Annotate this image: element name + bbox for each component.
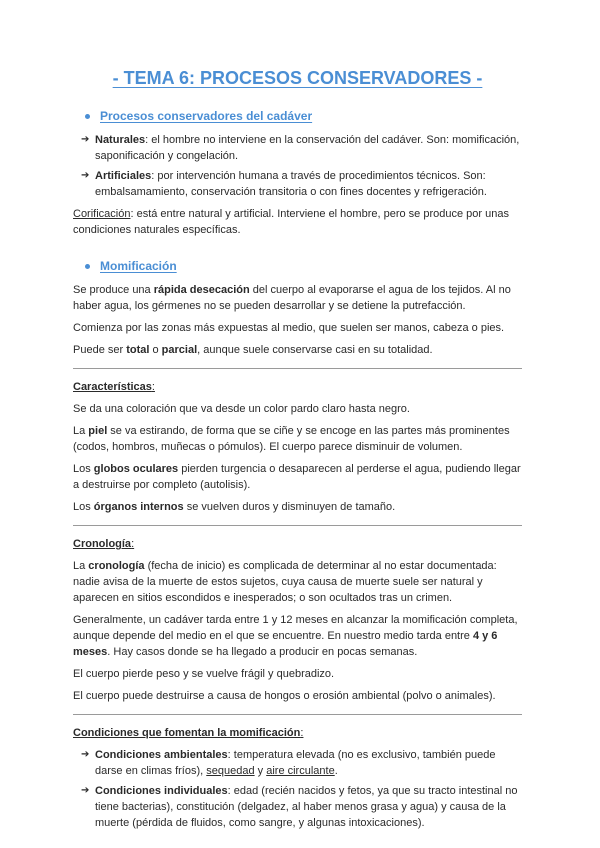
paragraph-cronologia-1: La cronología (fecha de inicio) es complicada de determinar al no estar documentada: nadie avisa de la muerte de estos sujetos, cuya causa de muerte suele ser natural y aparecen en sitios escondidos e inesperados; o son ocultados tras un crimen. — [73, 560, 497, 604]
paragraph-momificacion-2: Comienza por las zonas más expuestas al medio, que suelen ser manos, cabeza o pies. — [73, 322, 505, 334]
bullet-icon — [85, 114, 90, 119]
term-artificiales: Artificiales — [95, 170, 152, 182]
paragraph-caracteristicas-3: Los globos oculares pierden turgencia o desaparecen al perderse el agua, pudiendo llegar a destruirse por completo (autolisis). — [73, 463, 521, 491]
term-corificacion: Corificación — [73, 208, 131, 220]
subheading-caracteristicas: Características: — [73, 381, 155, 393]
procesos-list — [73, 132, 522, 200]
section-title-momificacion: Momificación — [100, 259, 177, 273]
divider — [73, 368, 522, 369]
divider — [73, 714, 522, 715]
paragraph-corificacion: Corificación: está entre natural y artificial. Interviene el hombre, pero se produce por unas condiciones naturales específicas. — [73, 208, 509, 236]
list-item-ambientales: ➔ Condiciones ambientales: temperatura elevada (no es exclusivo, también puede darse en climas fríos), sequedad y aire circulante. — [81, 749, 496, 777]
arrow-right-icon: ➔ — [81, 134, 90, 145]
paragraph-momificacion-3: Puede ser total o parcial, aunque suele conservarse casi en su totalidad. — [73, 344, 433, 356]
section-title-procesos: Procesos conservadores del cadáver — [100, 109, 313, 123]
text-naturales: : el hombre no interviene en la conservación del cadáver. Son: momificación, saponificación y congelación. — [95, 134, 520, 162]
paragraph-caracteristicas-2: La piel se va estirando, de forma que se ciñe y se encoge en las partes más prominentes (codos, hombros, muñecas o pómulos). El cuerpo parece disminuir de volumen. — [73, 425, 510, 453]
list-item-naturales — [81, 132, 522, 164]
page-title: - TEMA 6: PROCESOS CONSERVADORES - — [112, 68, 483, 88]
subheading-cronologia: Cronología: — [73, 538, 135, 550]
subheading-condiciones: Condiciones que fomentan la momificación: — [73, 727, 304, 739]
section-heading-momificacion — [85, 258, 522, 274]
text-artificiales: : por intervención humana a través de procedimientos técnicos. Son: embalsamamiento, conservación transitoria o con fines docentes y refrigeración. — [95, 170, 487, 198]
list-item-artificiales — [81, 168, 522, 200]
paragraph-caracteristicas-4: Los órganos internos se vuelven duros y disminuyen de tamaño. — [73, 501, 396, 513]
paragraph-momificacion-1: Se produce una rápida desecación del cuerpo al evaporarse el agua de los tejidos. Al no haber agua, los gérmenes no se pueden desarrollar y se detiene la putrefacción. — [73, 284, 511, 312]
arrow-right-icon: ➔ — [81, 785, 90, 796]
arrow-right-icon: ➔ — [81, 170, 90, 181]
arrow-right-icon: ➔ — [81, 749, 90, 760]
paragraph-cronologia-3: El cuerpo pierde peso y se vuelve frágil y quebradizo. — [73, 668, 335, 680]
section-heading-procesos — [85, 108, 522, 124]
term-naturales: Naturales — [95, 134, 146, 146]
bullet-icon — [85, 264, 90, 269]
list-item-individuales: ➔ Condiciones individuales: edad (recién nacidos y fetos, ya que su tracto intestinal no tiene bacterias), constitución (delgadez, al haber menos grasa y agua) y causa de la muerte (pérdida de fluidos, como sangre, y algunas intoxicaciones). — [81, 785, 518, 829]
paragraph-cronologia-4: El cuerpo puede destruirse a causa de hongos o erosión ambiental (polvo o animales). — [73, 690, 496, 702]
divider — [73, 525, 522, 526]
paragraph-caracteristicas-1: Se da una coloración que va desde un color pardo claro hasta negro. — [73, 403, 410, 415]
condiciones-list — [73, 747, 522, 831]
paragraph-cronologia-2: Generalmente, un cadáver tarda entre 1 y 12 meses en alcanzar la momificación completa, aunque depende del medio en el que se encuentre. En nuestro medio tarda entre 4 y 6 meses. Hay casos donde se ha llegado a producir en pocas semanas. — [73, 614, 518, 658]
